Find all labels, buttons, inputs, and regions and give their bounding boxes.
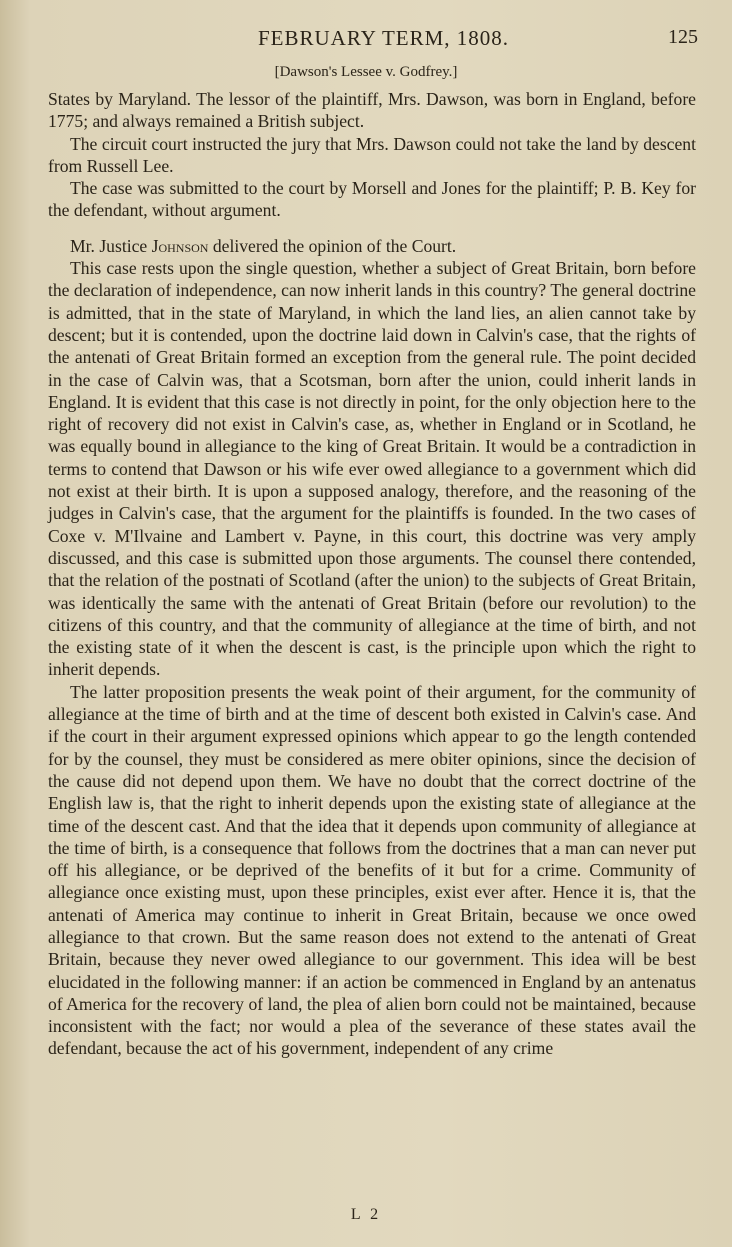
opinion-lead: Mr. Justice — [70, 235, 152, 256]
paragraph-question: This case rests upon the single question, whether a subject of Great Britain, born before the declaration of independence, can now inherit lands in this country? The general doctrine is admitted, that in the state of Maryland, in which the land lies, an alien cannot take by descent; but it is contended, upon the doctrine laid down in Calvin's case, that the rights of the antenati of Great Britain formed an exception from the general rule. The point decided in the case of Calvin was, that a Scotsman, born after the union, could inherit lands in England. It is evident that this case is not directly in point, for the only objection here to the right of recovery did not exist in Calvin's case, as, whether in England or in Scotland, he was equally bound in allegiance to the king of Great Britain. It would be a contradiction in terms to contend that Dawson or his wife ever owed allegiance to a government which did not exist at their birth. It is upon a supposed analogy, therefore, and the reasoning of the judges in Calvin's case, that the argument for the plaintiffs is founded. In the two cases of Coxe v. M'Ilvaine and Lambert v. Payne, in this court, this doctrine was very amply discussed, and this case is submitted upon those arguments. The counsel there contended, that the relation of the postnati of Scotland (after the union) to the subjects of Great Britain, was identically the same with the antenati of Great Britain (before our revolution) to the citizens of this country, and that the community of allegiance at the time of birth, and not the existing state of it when the descent is cast, is the principle upon which the right to inherit depends. — [48, 258, 696, 680]
opinion-rest: delivered the opinion of the Court. — [208, 235, 457, 256]
paragraph-continuation: States by Maryland. The lessor of the plaintiff, Mrs. Dawson, was born in England, before 1775; and always remained a British subject. — [48, 89, 696, 132]
page-number: 125 — [668, 26, 698, 48]
body-text — [48, 88, 696, 1060]
signature-mark: L 2 — [350, 1206, 382, 1223]
justice-name: Johnson — [151, 235, 209, 256]
paragraph-opinion-intro — [48, 235, 696, 257]
paragraph-submission: The case was submitted to the court by Morsell and Jones for the plaintiff; P. B. Key for the defendant, without argument. — [48, 178, 696, 221]
paragraph-circuit-court: The circuit court instructed the jury that Mrs. Dawson could not take the land by descent from Russell Lee. — [48, 133, 696, 176]
running-title: FEBRUARY TERM, 1808. — [258, 26, 510, 50]
running-head — [0, 26, 732, 50]
case-title: [Dawson's Lessee v. Godfrey.] — [274, 64, 458, 80]
paragraph-latter-proposition: The latter proposition presents the weak point of their argument, for the community of allegiance at the time of birth and at the time of descent both existed in Calvin's case. And if the court in their argument expressed opinions which appear to go the length contended for by the counsel, they must be considered as mere obiter opinions, since the decision of the cause did not depend upon them. We have no doubt that the correct doctrine of the English law is, that the right to inherit depends upon the existing state of allegiance at the time of the descent cast. And that the idea that it depends upon community of allegiance at the time of birth, is a consequence that follows from the doctrines that a man can never put off his allegiance, or be deprived of the benefits of it but for a crime. Community of allegiance once existing must, upon these principles, exist ever after. Hence it is, that the antenati of America may continue to inherit in Great Britain, because we once owed allegiance to that crown. But the same reason does not extend to the antenati of Great Britain, because they never owed allegiance to our government. This idea will be best elucidated in the following manner: if an action be commenced in England by an antenatus of America for the recovery of land, the plea of alien born could not be maintained, because inconsistent with the fact; nor would a plea of the severance of these states avail the defendant, because the act of his government, independent of any crime — [48, 681, 696, 1059]
